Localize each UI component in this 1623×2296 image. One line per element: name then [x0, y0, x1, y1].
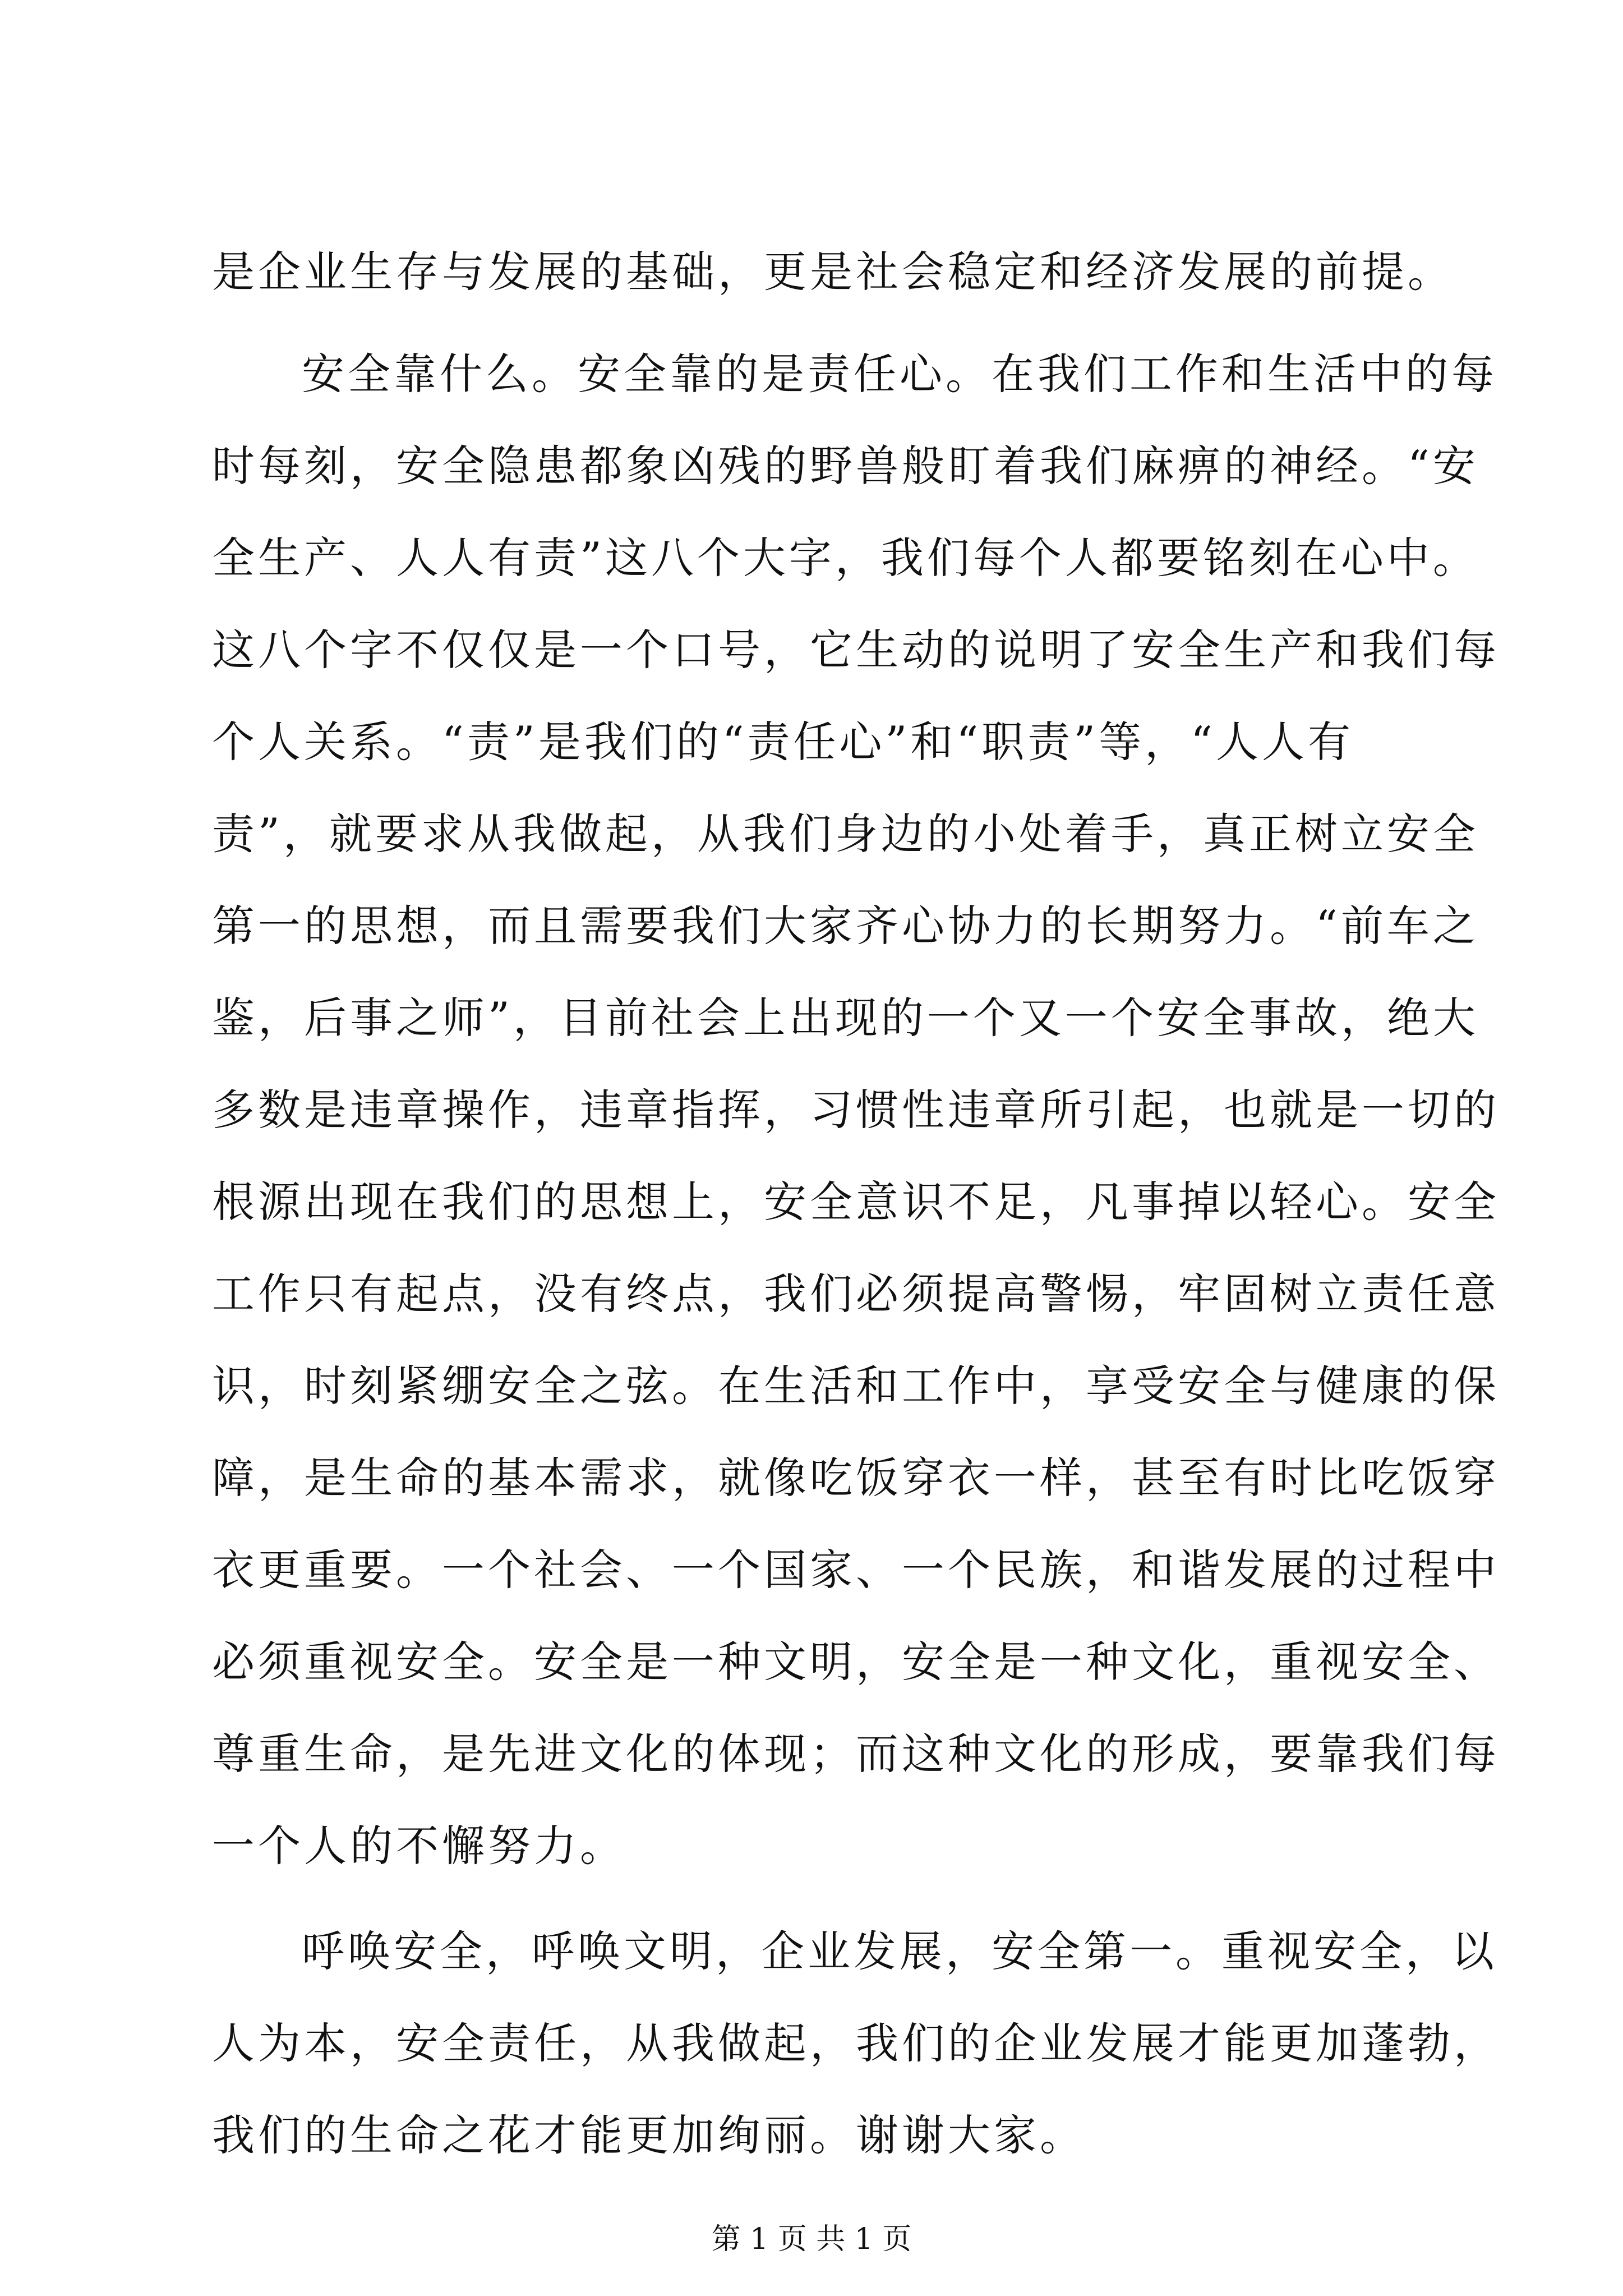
body-line: 根源出现在我们的思想上，安全意识不足，凡事掉以轻心。安全 — [212, 1177, 1500, 1227]
body-line: 责”，就要求从我做起，从我们身边的小处着手，真正树立安全 — [212, 809, 1479, 859]
paragraph-first-line: 呼唤安全，呼唤文明，企业发展，安全第一。重视安全，以 — [302, 1926, 1497, 1976]
body-line: 这八个字不仅仅是一个口号，它生动的说明了安全生产和我们每 — [212, 625, 1500, 675]
body-line: 衣更重要。一个社会、一个国家、一个民族，和谐发展的过程中 — [212, 1545, 1500, 1595]
body-line: 障，是生命的基本需求，就像吃饭穿衣一样，甚至有时比吃饭穿 — [212, 1453, 1500, 1503]
body-line: 全生产、人人有责”这八个大字，我们每个人都要铭刻在心中。 — [212, 533, 1479, 583]
body-line: 尊重生命，是先进文化的体现；而这种文化的形成，要靠我们每 — [212, 1729, 1500, 1779]
body-line: 多数是违章操作，违章指挥，习惯性违章所引起，也就是一切的 — [212, 1085, 1500, 1135]
body-line: 我们的生命之花才能更加绚丽。谢谢大家。 — [212, 2110, 1086, 2160]
body-line: 鉴，后事之师”，目前社会上出现的一个又一个安全事故，绝大 — [212, 993, 1479, 1043]
body-line: 一个人的不懈努力。 — [212, 1821, 626, 1871]
body-line: 人为本，安全责任，从我做起，我们的企业发展才能更加蓬勃， — [212, 2018, 1500, 2068]
body-line: 工作只有起点，没有终点，我们必须提高警惕，牢固树立责任意 — [212, 1269, 1500, 1319]
body-line: 个人关系。“责”是我们的“责任心”和“职责”等，“人人有 — [212, 717, 1354, 767]
paragraph-first-line: 安全靠什么。安全靠的是责任心。在我们工作和生活中的每 — [302, 349, 1497, 399]
body-line: 识，时刻紧绷安全之弦。在生活和工作中，享受安全与健康的保 — [212, 1361, 1500, 1411]
page-number-footer: 第 1 页 共 1 页 — [711, 2223, 912, 2256]
body-line: 第一的思想，而且需要我们大家齐心协力的长期努力。“前车之 — [212, 901, 1479, 951]
body-line: 必须重视安全。安全是一种文明，安全是一种文化，重视安全、 — [212, 1637, 1500, 1687]
body-line: 时每刻，安全隐患都象凶残的野兽般盯着我们麻痹的神经。“安 — [212, 441, 1479, 491]
body-line: 是企业生存与发展的基础，更是社会稳定和经济发展的前提。 — [212, 247, 1454, 297]
